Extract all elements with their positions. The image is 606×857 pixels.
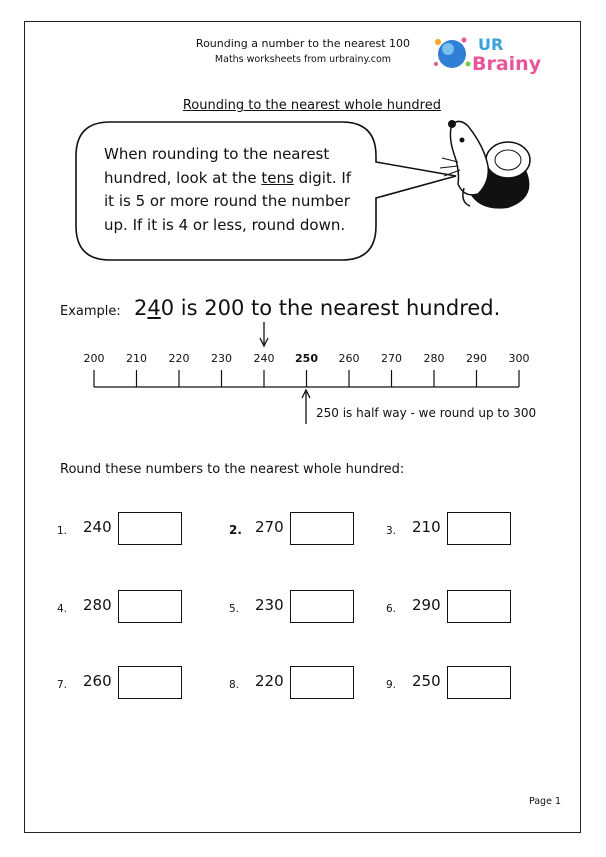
question-number: 7. xyxy=(57,679,68,691)
bubble-line-3: it is 5 or more round the number xyxy=(104,192,350,210)
question-number: 1. xyxy=(57,525,68,537)
question-number: 6. xyxy=(386,603,397,615)
tick-label-230: 230 xyxy=(211,352,232,365)
instruction-text: Round these numbers to the nearest whole hundred: xyxy=(60,462,405,477)
tick-label-200: 200 xyxy=(83,352,105,365)
tick-label-270: 270 xyxy=(381,352,402,365)
answer-box[interactable] xyxy=(447,512,511,545)
tens-digit: 4 xyxy=(147,296,161,320)
question-value: 210 xyxy=(412,518,441,536)
answer-box[interactable] xyxy=(118,512,182,545)
question-value: 220 xyxy=(255,672,284,690)
question-number: 8. xyxy=(229,679,240,691)
question-number: 5. xyxy=(229,603,240,615)
question-number: 2. xyxy=(229,523,242,537)
logo-ur-text: UR xyxy=(478,35,504,54)
answer-box[interactable] xyxy=(290,590,354,623)
question-value: 290 xyxy=(412,596,441,614)
answer-box[interactable] xyxy=(118,590,182,623)
page-number: Page 1 xyxy=(528,796,561,807)
question-value: 260 xyxy=(83,672,112,690)
answer-box[interactable] xyxy=(290,512,354,545)
question-number: 4. xyxy=(57,603,68,615)
bubble-line-1: When rounding to the nearest xyxy=(104,145,330,163)
answer-box[interactable] xyxy=(118,666,182,699)
bubble-line-4: up. If it is 4 or less, round down. xyxy=(104,215,346,234)
question-value: 280 xyxy=(83,596,112,614)
question-number: 9. xyxy=(386,679,397,691)
answer-box[interactable] xyxy=(290,666,354,699)
tick-label-300: 300 xyxy=(508,352,530,365)
half-way-note: 250 is half way - we round up to 300 xyxy=(316,406,537,420)
tick-label-260: 260 xyxy=(338,352,360,365)
worksheet-title: Rounding a number to the nearest 100 xyxy=(195,37,411,50)
tick-label-210: 210 xyxy=(126,352,147,365)
logo-brainy-text: Brainy xyxy=(472,53,542,75)
tens-word: tens xyxy=(261,168,294,187)
worksheet-subtitle: Maths worksheets from urbrainy.com xyxy=(214,54,392,65)
tick-label-280: 280 xyxy=(423,352,445,365)
example-label: Example: xyxy=(60,304,121,319)
question-value: 270 xyxy=(255,518,284,536)
answer-box[interactable] xyxy=(447,666,511,699)
section-title: Rounding to the nearest whole hundred xyxy=(182,98,441,113)
question-number: 3. xyxy=(386,525,397,537)
example-sentence: 240 is 200 to the nearest hundred. xyxy=(134,296,501,320)
answer-box[interactable] xyxy=(447,590,511,623)
tick-label-250: 250 xyxy=(295,352,318,365)
tick-label-220: 220 xyxy=(168,352,190,365)
question-value: 240 xyxy=(83,518,112,536)
tick-label-290: 290 xyxy=(466,352,487,365)
tick-label-240: 240 xyxy=(253,352,275,365)
question-value: 230 xyxy=(255,596,284,614)
bubble-line-2: hundred, look at the tens digit. If xyxy=(104,168,352,187)
question-value: 250 xyxy=(412,672,441,690)
